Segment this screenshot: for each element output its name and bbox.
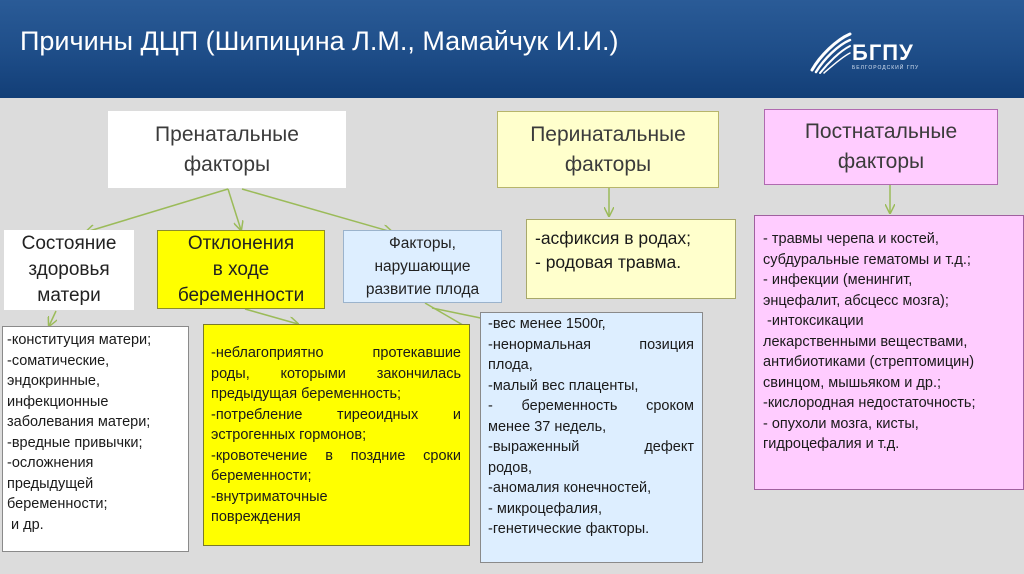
- detail-line: беременности;: [211, 468, 312, 484]
- postnatal-title-line-1: Постнатальные: [804, 120, 958, 143]
- detail-line: -малый вес плаценты,: [488, 377, 639, 394]
- detail-line: -кислородная недостаточность;: [763, 395, 976, 411]
- logo-subtext: БЕЛГОРОДСКИЙ ГПУ: [852, 65, 920, 71]
- maternal-health-title-line-1: Состояние: [21, 233, 117, 254]
- prenatal-title-line-2: факторы: [183, 152, 271, 176]
- detail-line: беременности;: [7, 496, 108, 512]
- detail-line: - инфекции (менингит,: [763, 272, 913, 288]
- detail-line: -ненормальная позиция: [488, 336, 694, 353]
- connector-health-to-details: [49, 311, 56, 326]
- detail-line: -вес менее 1500г,: [488, 316, 606, 332]
- detail-line: -потребление тиреоидных и: [211, 406, 461, 423]
- detail-line: лекарственными веществами,: [763, 333, 968, 350]
- detail-line: и др.: [7, 516, 44, 533]
- detail-line: субдуральные гематомы и т.д.;: [763, 251, 971, 268]
- pregnancy-deviations-details: [203, 324, 470, 546]
- detail-line: -соматические,: [7, 352, 110, 369]
- detail-line: предыдущая беременность;: [211, 386, 402, 402]
- pregnancy-title-line-2: в ходе: [212, 258, 270, 280]
- detail-line: -кровотечение в поздние сроки: [211, 447, 461, 464]
- slide-title: Причины ДЦП (Шипицина Л.М., Мамайчук И.И.): [20, 26, 619, 56]
- fetal-development-box: [343, 230, 502, 303]
- pregnancy-title-line-3: беременности: [177, 284, 305, 306]
- detail-line: заболевания матери;: [7, 414, 151, 430]
- detail-line: -выраженный дефект: [488, 439, 694, 455]
- prenatal-factors-box: [108, 111, 346, 188]
- detail-line: -генетические факторы.: [488, 521, 650, 537]
- connector-prenatal-to-fetal: [242, 189, 392, 232]
- detail-line: -осложнения: [7, 455, 94, 471]
- maternal-health-title-line-2: здоровья: [28, 259, 110, 280]
- detail-line: -вредные привычки;: [7, 434, 143, 451]
- detail-line: эстрогенных гормонов;: [211, 427, 367, 443]
- detail-line: -асфиксия в родах;: [535, 228, 691, 248]
- detail-line: энцефалит, абсцесс мозга);: [763, 292, 949, 309]
- perinatal-title-line-2: факторы: [564, 152, 652, 176]
- connector-prenatal-to-health: [86, 189, 228, 232]
- maternal-health-box: [4, 230, 134, 310]
- detail-line: -аномалия конечностей,: [488, 480, 652, 496]
- fetal-development-details: [480, 312, 703, 563]
- detail-line: плода,: [488, 357, 533, 373]
- detail-line: родов,: [488, 459, 533, 476]
- pregnancy-deviations-box: [157, 230, 325, 309]
- postnatal-details: [754, 215, 1024, 490]
- postnatal-title-line-2: факторы: [837, 150, 925, 173]
- detail-line: - родовая травма.: [535, 252, 682, 272]
- perinatal-factors-box: [497, 111, 719, 188]
- detail-line: - беременность сроком: [488, 398, 694, 414]
- detail-line: -внутриматочные: [211, 488, 328, 505]
- fetal-title-line-2: нарушающие: [374, 258, 471, 275]
- detail-line: предыдущей: [7, 475, 94, 492]
- detail-line: инфекционные: [7, 393, 109, 410]
- detail-line: свинцом, мышьяком и др.;: [763, 374, 942, 391]
- connector-pregnancy-to-details: [245, 309, 298, 324]
- maternal-health-title-line-3: матери: [37, 285, 101, 306]
- prenatal-title-line-1: Пренатальные: [155, 122, 299, 146]
- maternal-health-details: [2, 326, 189, 552]
- connector-prenatal-to-pregnancy: [228, 189, 241, 230]
- perinatal-title-line-1: Перинатальные: [530, 122, 686, 146]
- detail-line: - опухоли мозга, кисты,: [763, 415, 919, 432]
- detail-line: эндокринные,: [7, 373, 100, 389]
- detail-line: - микроцефалия,: [488, 500, 603, 517]
- detail-line: менее 37 недель,: [488, 418, 607, 435]
- detail-line: гидроцефалия и т.д.: [763, 436, 900, 452]
- detail-line: антибиотиками (стрептомицин): [763, 354, 975, 370]
- pregnancy-title-line-1: Отклонения: [187, 232, 295, 254]
- fetal-title-line-1: Факторы,: [389, 235, 456, 252]
- detail-line: роды, которыми закончилась: [211, 365, 461, 382]
- logo-text: БГПУ: [852, 40, 914, 65]
- perinatal-details: [526, 219, 736, 299]
- detail-line: -конституция матери;: [7, 332, 152, 348]
- detail-line: - травмы черепа и костей,: [763, 231, 939, 247]
- detail-line: -интоксикации: [763, 313, 864, 329]
- postnatal-factors-box: [764, 109, 998, 185]
- detail-line: повреждения: [211, 509, 301, 525]
- fetal-title-line-3: развитие плода: [365, 281, 480, 298]
- detail-line: -неблагоприятно протекавшие: [211, 345, 461, 361]
